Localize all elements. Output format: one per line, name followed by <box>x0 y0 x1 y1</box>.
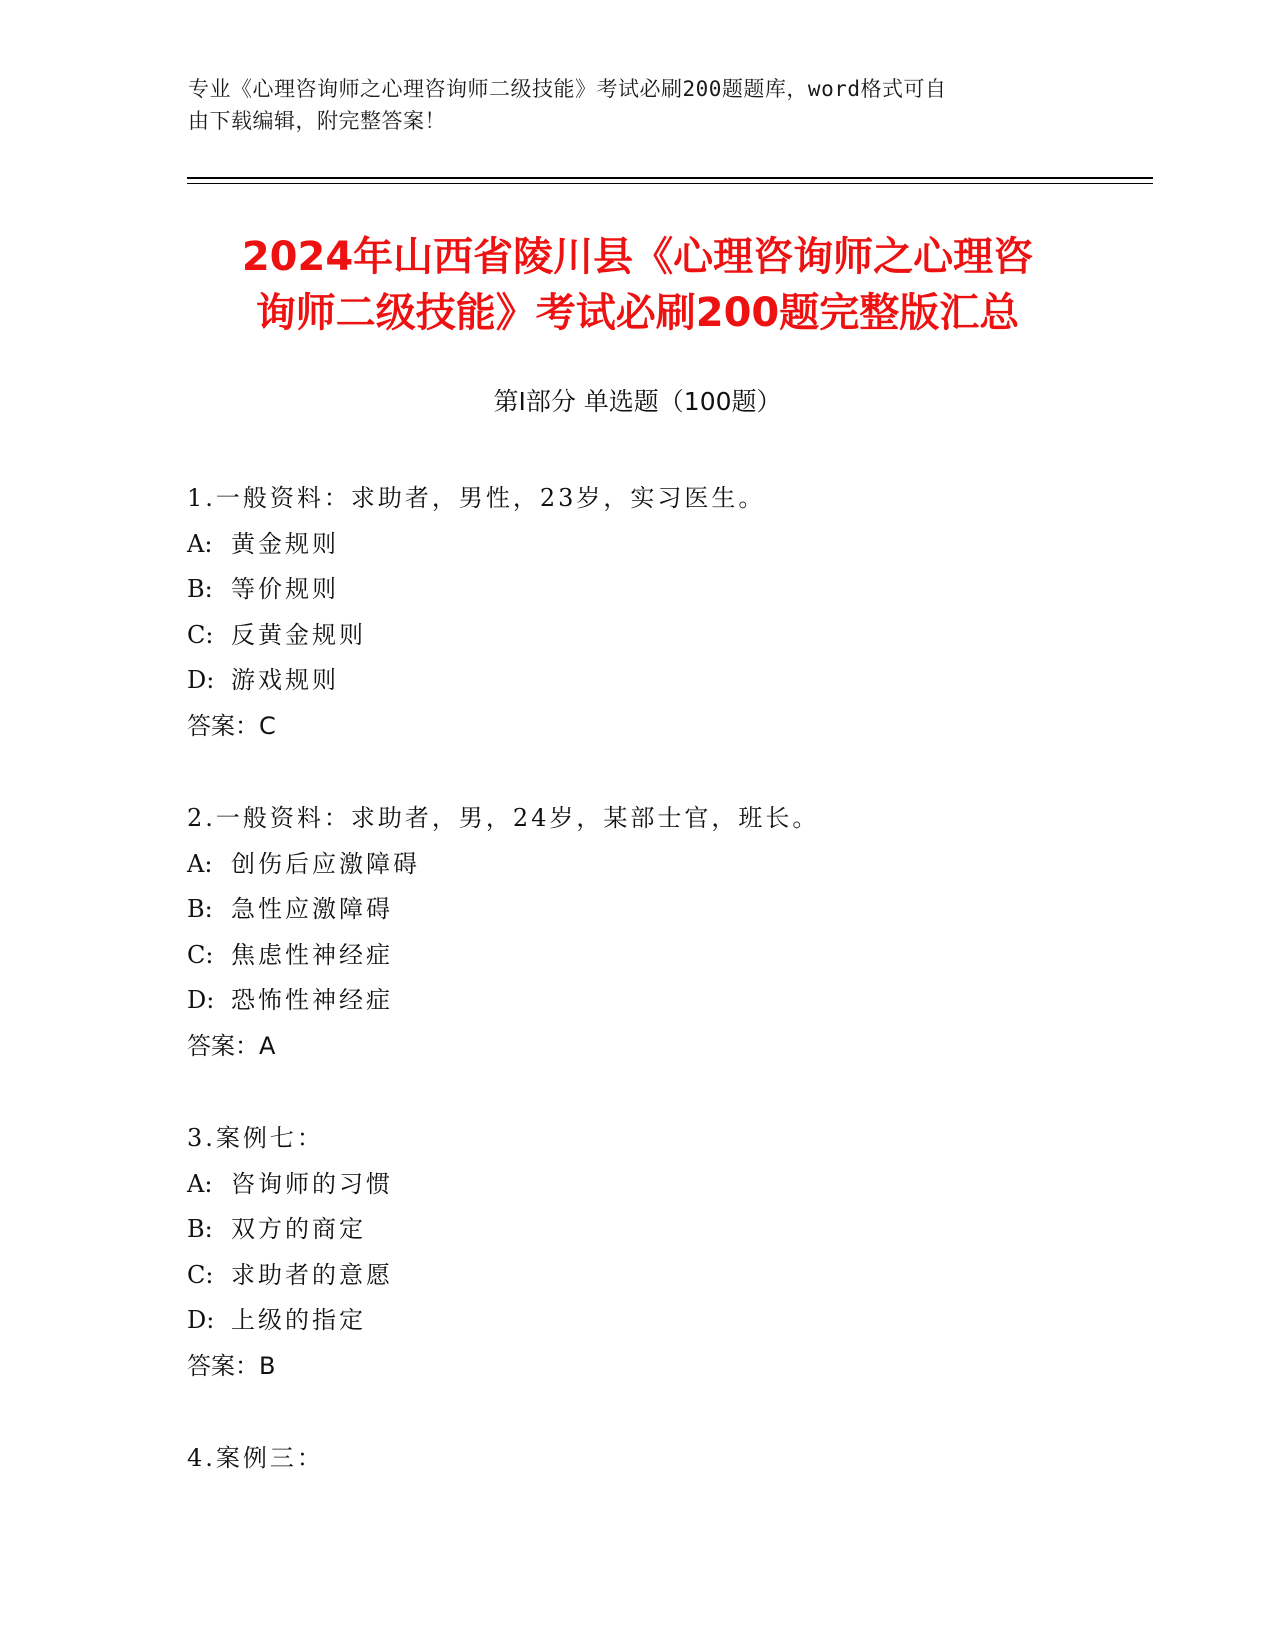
option-key: A: <box>187 1169 213 1198</box>
option-key: D: <box>187 1306 215 1334</box>
option-b <box>187 1207 1147 1253</box>
option-a <box>187 522 1147 568</box>
option-d <box>187 658 1147 704</box>
option-a <box>187 1162 1147 1208</box>
option-text: 咨询师的习惯 <box>231 1169 393 1198</box>
document-title-line-1: 2024年山西省陵川县《心理咨询师之心理咨 <box>241 234 1034 280</box>
answer-line: 答案：B <box>187 1351 276 1380</box>
header-note <box>188 73 1068 137</box>
option-key: D: <box>187 986 215 1014</box>
option-text: 等价规则 <box>231 575 339 603</box>
option-text: 创伤后应激障碍 <box>231 849 420 878</box>
question-item <box>187 796 1147 1069</box>
option-key: C: <box>187 940 214 969</box>
header-note-line-2: 由下载编辑，附完整答案！ <box>188 109 446 133</box>
option-c <box>187 933 1147 979</box>
document-title <box>170 229 1105 341</box>
header-divider-thick <box>187 177 1153 179</box>
option-text: 急性应激障碍 <box>231 895 393 923</box>
section-heading: 第Ⅰ部分 单选题（100题） <box>493 387 782 416</box>
option-a <box>187 842 1147 888</box>
option-key: C: <box>187 620 214 649</box>
question-stem: 4.案例三： <box>187 1444 324 1472</box>
option-text: 焦虑性神经症 <box>231 940 393 969</box>
question-item <box>187 1436 1147 1482</box>
header-divider-thin <box>187 183 1153 184</box>
question-list <box>187 476 1147 1529</box>
option-d <box>187 978 1147 1024</box>
option-text: 双方的商定 <box>231 1215 366 1243</box>
option-b <box>187 887 1147 933</box>
question-stem: 3.案例七： <box>187 1124 324 1152</box>
option-c <box>187 1253 1147 1299</box>
answer-line: 答案：C <box>187 711 276 740</box>
option-text: 反黄金规则 <box>231 620 366 649</box>
option-b <box>187 567 1147 613</box>
question-stem: 2.一般资料：求助者，男，24岁，某部士官，班长。 <box>187 804 820 832</box>
option-text: 求助者的意愿 <box>231 1260 393 1289</box>
option-d <box>187 1298 1147 1344</box>
question-item <box>187 1116 1147 1389</box>
option-text: 上级的指定 <box>231 1306 366 1334</box>
option-key: A: <box>187 529 213 558</box>
option-key: D: <box>187 666 215 694</box>
option-key: B: <box>187 1215 213 1243</box>
header-note-line-1: 专业《心理咨询师之心理咨询师二级技能》考试必刷200题题库，word格式可自 <box>188 77 947 101</box>
question-stem: 1.一般资料：求助者，男性，23岁，实习医生。 <box>187 484 766 512</box>
option-text: 恐怖性神经症 <box>231 986 393 1014</box>
option-key: C: <box>187 1260 214 1289</box>
option-text: 游戏规则 <box>231 666 339 694</box>
option-c <box>187 613 1147 659</box>
answer-line: 答案：A <box>187 1031 276 1060</box>
option-text: 黄金规则 <box>231 529 339 558</box>
document-title-line-2: 询师二级技能》考试必刷200题完整版汇总 <box>255 290 1020 336</box>
option-key: B: <box>187 895 213 923</box>
question-item <box>187 476 1147 749</box>
option-key: B: <box>187 575 213 603</box>
option-key: A: <box>187 849 213 878</box>
